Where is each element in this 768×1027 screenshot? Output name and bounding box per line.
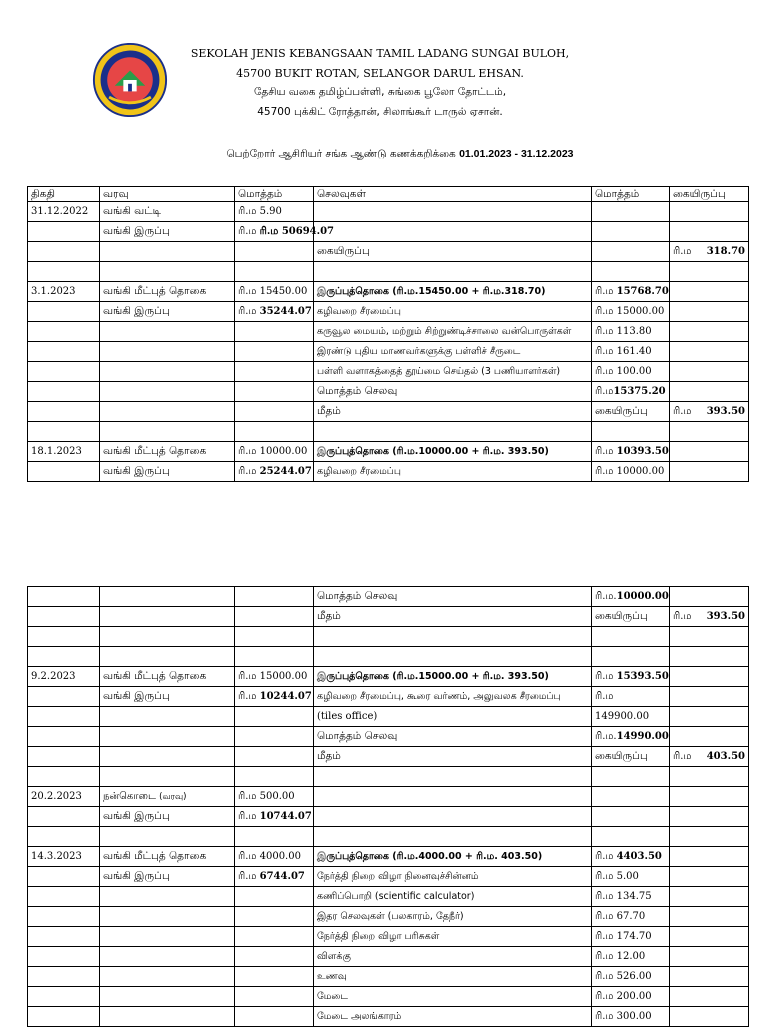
expense-desc: இரண்டு புதிய மாணவர்களுக்கு பள்ளிச் சீருடை — [314, 342, 592, 362]
expense-desc: (tiles office) — [314, 707, 592, 727]
expense-desc: மீதம் — [314, 402, 592, 422]
expense-desc: இதர செலவுகள் (பலகாரம், தேநீர்) — [314, 907, 592, 927]
table-row — [28, 727, 749, 747]
expense-desc: மீதம் — [314, 747, 592, 767]
table-row — [28, 867, 749, 887]
table-row — [28, 687, 749, 707]
col-cash-balance: கையிருப்பு — [670, 187, 749, 202]
expense-desc: மொத்தம் செலவு — [314, 382, 592, 402]
receipt: வங்கி இருப்பு — [100, 462, 235, 482]
table-row — [28, 827, 749, 847]
date: 31.12.2022 — [28, 202, 100, 222]
table-row — [28, 907, 749, 927]
school-name-en: SEKOLAH JENIS KEBANGSAAN TAMIL LADANG SUNGAI BULOH, — [190, 47, 570, 60]
table-row — [28, 707, 749, 727]
expense-total: ரி.ம 300.00 — [592, 1007, 670, 1027]
receipt-amount: ரி.ம 15450.00 — [235, 282, 314, 302]
col-total: மொத்தம் — [235, 187, 314, 202]
receipt: வங்கி இருப்பு — [100, 687, 235, 707]
date: 9.2.2023 — [28, 667, 100, 687]
table-row — [28, 927, 749, 947]
expense-desc: இருப்புத்தொகை (ரி.ம.10000.00 + ரி.ம. 393.50) — [314, 442, 592, 462]
col-date: திகதி — [28, 187, 100, 202]
school-address-ta: 45700 புக்கிட் ரோத்தான், சிலாங்கூர் டாருல் ஏசான். — [257, 105, 503, 118]
expense-desc: மொத்தம் செலவு — [314, 587, 592, 607]
cash-balance: ரி.ம 393.50 — [670, 607, 749, 627]
expense-desc: கையிருப்பு — [314, 242, 592, 262]
expense-desc: உணவு — [314, 967, 592, 987]
receipt-amount: ரி.ம 5.90 — [235, 202, 314, 222]
expense-total: ரி.ம 5.00 — [592, 867, 670, 887]
school-address-en: 45700 BUKIT ROTAN, SELANGOR DARUL EHSAN. — [236, 66, 524, 80]
table-row — [28, 242, 749, 262]
table-row — [28, 202, 749, 222]
receipt-amount: ரி.ம 25244.07 — [235, 462, 314, 482]
expense-desc: மேடை — [314, 987, 592, 1007]
school-logo — [92, 42, 168, 118]
receipt: வங்கி வட்டி — [100, 202, 235, 222]
expense-total: ரி.ம 134.75 — [592, 887, 670, 907]
receipt: வங்கி மீட்புத் தொகை — [100, 847, 235, 867]
table-row — [28, 887, 749, 907]
table-row — [28, 787, 749, 807]
expense-total: ரி.ம 113.80 — [592, 322, 670, 342]
expense-total: ரி.ம 15393.50 — [592, 667, 670, 687]
table-row — [28, 607, 749, 627]
cash-label: கையிருப்பு — [592, 607, 670, 627]
col-expense-total: மொத்தம் — [592, 187, 670, 202]
table-row — [28, 847, 749, 867]
expense-desc: கழிவறை சீரமைப்பு — [314, 462, 592, 482]
expense-desc: இருப்புத்தொகை (ரி.ம.15450.00 + ரி.ம.318.70) — [314, 282, 592, 302]
table-row — [28, 462, 749, 482]
expense-desc: இருப்புத்தொகை (ரி.ம.15000.00 + ரி.ம. 393.50) — [314, 667, 592, 687]
expense-desc: நேர்த்தி நிறை விழா நினைவுச்சின்னம் — [314, 867, 592, 887]
col-expenses: செலவுகள் — [314, 187, 592, 202]
receipt-amount: ரி.ம ரி.ம 50694.07 — [235, 222, 314, 242]
expense-total: 149900.00 — [592, 707, 670, 727]
expense-total: ரி.ம 161.40 — [592, 342, 670, 362]
table-header-row — [28, 187, 749, 202]
table-row — [28, 342, 749, 362]
table-row — [28, 807, 749, 827]
expense-total: ரி.ம 100.00 — [592, 362, 670, 382]
cash-balance: ரி.ம 393.50 — [670, 402, 749, 422]
table-row — [28, 262, 749, 282]
table-row — [28, 947, 749, 967]
date: 3.1.2023 — [28, 282, 100, 302]
expense-total: ரி.ம 12.00 — [592, 947, 670, 967]
date: 18.1.2023 — [28, 442, 100, 462]
cash-label: கையிருப்பு — [592, 402, 670, 422]
receipt: வங்கி இருப்பு — [100, 222, 235, 242]
expense-total: ரி.ம 4403.50 — [592, 847, 670, 867]
expense-total: ரி.ம.10000.00 — [592, 587, 670, 607]
expense-desc: விளக்கு — [314, 947, 592, 967]
report-title-text: பெற்றோர் ஆசிரியர் சங்க ஆண்டு கணக்கறிக்கை — [226, 148, 456, 160]
cash-balance: ரி.ம 403.50 — [670, 747, 749, 767]
expense-total: ரி.ம 10000.00 — [592, 462, 670, 482]
table-row — [28, 382, 749, 402]
receipt: வங்கி இருப்பு — [100, 807, 235, 827]
expense-total: ரி.ம.14990.00 — [592, 727, 670, 747]
expense-total: ரி.ம 10393.50 — [592, 442, 670, 462]
expense-total: ரி.ம 15000.00 — [592, 302, 670, 322]
date: 20.2.2023 — [28, 787, 100, 807]
table-row — [28, 747, 749, 767]
table-row — [28, 587, 749, 607]
school-header — [160, 44, 600, 122]
table-row — [28, 402, 749, 422]
receipt: வங்கி மீட்புத் தொகை — [100, 442, 235, 462]
table-row — [28, 362, 749, 382]
cash-balance: ரி.ம 318.70 — [670, 242, 749, 262]
table-row — [28, 667, 749, 687]
receipt-amount: ரி.ம 4000.00 — [235, 847, 314, 867]
expense-total: ரி.ம 526.00 — [592, 967, 670, 987]
expense-desc: கணிப்பொறி (scientific calculator) — [314, 887, 592, 907]
expense-desc: மொத்தம் செலவு — [314, 727, 592, 747]
receipt-amount: ரி.ம 500.00 — [235, 787, 314, 807]
receipt-amount: ரி.ம 10244.07 — [235, 687, 314, 707]
expense-total: ரி.ம15375.20 — [592, 382, 670, 402]
receipt-amount: ரி.ம 10744.07 — [235, 807, 314, 827]
table-row — [28, 627, 749, 647]
expense-desc: பள்ளி வளாகத்தைத் தூய்மை செய்தல் (3 பணியாளர்கள்) — [314, 362, 592, 382]
receipt-amount: ரி.ம 10000.00 — [235, 442, 314, 462]
report-period: 01.01.2023 - 31.12.2023 — [459, 148, 574, 160]
date: 14.3.2023 — [28, 847, 100, 867]
receipt-amount: ரி.ம 6744.07 — [235, 867, 314, 887]
table-row — [28, 282, 749, 302]
expense-total: ரி.ம 200.00 — [592, 987, 670, 1007]
receipt: நன்கொடை (வரவு) — [100, 787, 235, 807]
receipt-amount: ரி.ம 35244.07 — [235, 302, 314, 322]
expense-total: ரி.ம — [592, 687, 670, 707]
expense-desc: கருவூல மையம், மற்றும் சிற்றுண்டிச்சாலை வன்பொருள்கள் — [314, 322, 592, 342]
expense-total: ரி.ம 67.70 — [592, 907, 670, 927]
receipt: வங்கி மீட்புத் தொகை — [100, 282, 235, 302]
table-row — [28, 1007, 749, 1027]
expense-desc: கழிவறை சீரமைப்பு — [314, 302, 592, 322]
table-row — [28, 767, 749, 787]
receipt: வங்கி இருப்பு — [100, 867, 235, 887]
expense-desc: இருப்புத்தொகை (ரி.ம.4000.00 + ரி.ம. 403.50) — [314, 847, 592, 867]
table-row — [28, 442, 749, 462]
report-title — [120, 148, 680, 161]
expense-desc: கழிவறை சீரமைப்பு, கூரை வர்ணம், அலுவலக சீரமைப்பு — [314, 687, 592, 707]
table-row — [28, 987, 749, 1007]
receipt: வங்கி இருப்பு — [100, 302, 235, 322]
receipt-amount: ரி.ம 15000.00 — [235, 667, 314, 687]
expense-total: ரி.ம 174.70 — [592, 927, 670, 947]
table-row — [28, 222, 749, 242]
receipt: வங்கி மீட்புத் தொகை — [100, 667, 235, 687]
expense-desc: மேடை அலங்காரம் — [314, 1007, 592, 1027]
ledger-table-1 — [27, 186, 749, 482]
cash-label: கையிருப்பு — [592, 747, 670, 767]
ledger-table-2 — [27, 586, 749, 1027]
table-row — [28, 302, 749, 322]
table-row — [28, 647, 749, 667]
expense-total: ரி.ம 15768.70 — [592, 282, 670, 302]
school-name-ta: தேசிய வகை தமிழ்ப்பள்ளி, சுங்கை பூலோ தோட்டம், — [253, 86, 507, 98]
table-row — [28, 322, 749, 342]
expense-desc: நேர்த்தி நிறை விழா பரிசுகள் — [314, 927, 592, 947]
table-row — [28, 967, 749, 987]
table-row — [28, 422, 749, 442]
expense-desc: மீதம் — [314, 607, 592, 627]
col-receipt: வரவு — [100, 187, 235, 202]
